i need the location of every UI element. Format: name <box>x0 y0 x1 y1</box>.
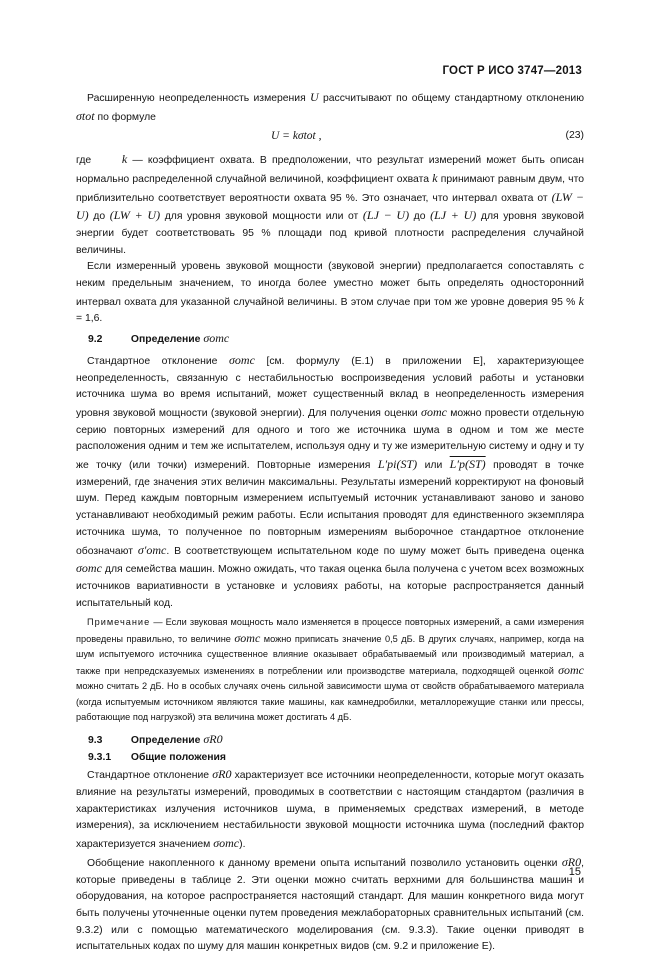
symbol-U: U <box>310 90 319 104</box>
section-heading-9-3: 9.3 Определение σR0 <box>88 731 223 746</box>
paragraph-coverage-factor: где k — коэффициент охвата. В предположении, что результат измерений может быть описан нормально распределенной случайной величиной, коэффициент охвата k принимают равным двум, что приблизительно соответствует вероятности охвата 95 %. Это означает, что интервал охвата от (LW − U) до (LW + U) для уровня звуковой мощности или от (LJ − U) до (LJ + U) для уровня звуковой энергии будет соответствовать 95 % площади под кривой плотности распределения случайной величины. <box>76 152 585 256</box>
paragraph-estimates: Обобщение накопленного к данному времени опыта испытаний позволило установить оценки σR0, которые приведены в таблице 2. Эти оценки можно считать верхними для большинства машин и оборудования, на которое распространяется настоящий стандарт. Для машин конкретного вида могут быть получены уточненные оценки путем проведения межлабораторных сравнительных испытаний (см. 9.3.2) или с помощью математического моделирования (см. 9.3.3). Такие оценки приводят в испытательных кодах по шуму для машин конкретных видов (см. 9.2 и приложение Е). <box>76 854 585 953</box>
equation-formula: U = kσtot , <box>271 130 322 143</box>
equation-number: (23) <box>565 130 584 142</box>
symbol-sigma-tot: σtot <box>76 108 95 123</box>
paragraph-sigma-omc: Стандартное отклонение σomc [см. формулу (Е.1) в приложении Е], характеризующее неопределенность, связанную с нестабильностью воспроизведения условий работы и установки источника шума во время испытаний, может существенный вклад в неопределенность измерения уровня звуковой мощности (звуковой энергии). Для получения оценки σomc можно провести отдельную серию повторных измерений для одного и того же источника шума в одном и том же месте расположения одним и тем же испытателем, используя одну и ту же измерительную систему и одну и ту же точку (или точки) измерений. Повторные измерения L′pi(ST) или L′p(ST) проводят в точке измерений, где значения этих величин максимальны. Результаты измерений корректируют на фоновый шум. Перед каждым повторным измерением испытуемый источник устанавливают заново и заново устанавливают необходимый режим работы. Если испытания проводят для единственного экземпляра источника шума, то полученное по повторным измерениям выборочное стандартное отклонение обозначают σ′omc. В соответствующем испытательном коде по шуму может быть приведена оценка σomc для семейства машин. Можно ожидать, что такая оценка была получена с учетом всех возможных источников вариативности в установке и условиях работы, на которые распространяется данный испытательный код. <box>76 352 585 609</box>
note: Примечание — Если звуковая мощность мало изменяется в процессе повторных измерений, а сами измерения проведены правильно, то величине σomc можно приписать значение 0,5 дБ. В других случаях, например, когда на шум испытуемого источника существенное влияние оказывает обрабатываемый или производимый материал, а также при непредсказуемых изменениях в потреблении или производстве материала, подходящей оценкой σomc можно считать 2 дБ. Но в особых случаях очень сильной зависимости шума от свойств обрабатываемого материала (когда испытуемым источником являются такие машины, как камнедробилки, металлорежущие станки или прессы, работающие под нагрузкой) эта величина может достигать 4 дБ. <box>76 617 584 723</box>
paragraph-sigma-r0: Стандартное отклонение σR0 характеризует все источники неопределенности, которые могут оказать влияние на результаты измерений, проводимых в соответствии с настоящим стандартом (различия в характеристиках излучения источников шума, в применяемых средствах измерений, в методе измерения), за исключением нестабильности звуковой мощности источника шума (последний фактор характеризуется значением σomc). <box>76 767 585 851</box>
section-heading-9-2: 9.2 Определение σomc <box>88 331 230 346</box>
page-number: 15 <box>568 866 581 878</box>
paragraph-uncertainty: Расширенную неопределенность измерения U рассчитывают по общему стандартному отклонению σtot по формуле <box>76 90 584 123</box>
standard-header: ГОСТ Р ИСО 3747—2013 <box>442 65 582 77</box>
body-text <box>76 89 584 956</box>
equation-23 <box>76 128 584 145</box>
paragraph-one-sided-interval: Если измеренный уровень звуковой мощности (звуковой энергии) предполагается сопоставлять с неким предельным значением, то иногда более уместно может быть определять односторонний интервал охвата для указанной случайной величины. В этом случае при том же уровне доверия 95 % k = 1,6. <box>76 261 584 325</box>
section-heading-9-3-1: 9.3.1 Общие положения <box>88 751 226 763</box>
